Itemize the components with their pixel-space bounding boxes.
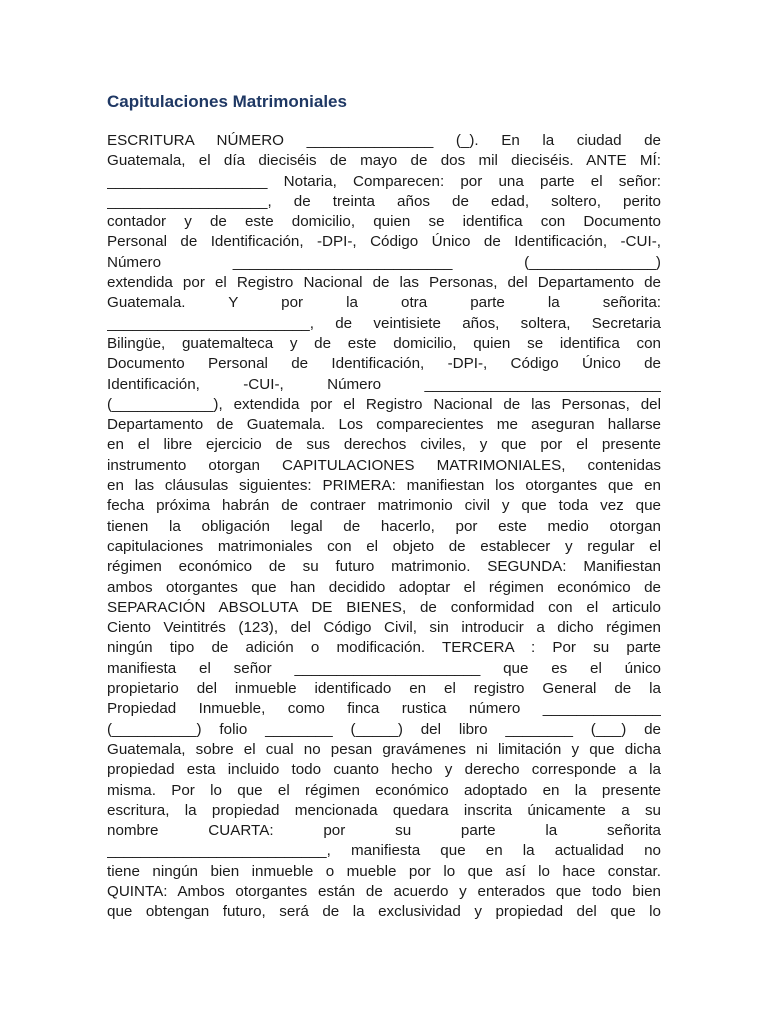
body-text-line: régimen económico de su futuro matrimonio. SEGUNDA: Manifiestan: [107, 558, 661, 576]
body-text-line: ningún tipo de adición o modificación. TERCERA : Por su parte: [107, 639, 661, 657]
body-text-line: Guatemala, sobre el cual no pesan gravámenes ni limitación y que dicha: [107, 740, 661, 758]
body-text-line: Ciento Veintitrés (123), del Código Civil, sin introducir a dicho régimen: [107, 619, 661, 637]
body-text-line: que obtengan futuro, será de la exclusividad y propiedad del que lo: [107, 903, 661, 921]
body-text-line: misma. Por lo que el régimen económico adoptado en la presente: [107, 781, 661, 799]
body-text-line: Personal de Identificación, -DPI-, Código Único de Identificación, -CUI-,: [107, 233, 661, 251]
body-text-line: instrumento otorgan CAPITULACIONES MATRIMONIALES, contenidas: [107, 456, 661, 474]
body-text-line: propietario del inmueble identificado en el registro General de la: [107, 680, 661, 698]
body-text-line: Guatemala. Y por la otra parte la señorita:: [107, 294, 661, 312]
document-body: [107, 131, 661, 923]
body-text-line: (__________) folio ________ (_____) del libro ________ (___) de: [107, 720, 661, 738]
body-text-line: ambos otorgantes que han decidido adoptar el régimen económico de: [107, 578, 661, 596]
body-text-line: ________________________, de veintisiete años, soltera, Secretaria: [107, 314, 661, 332]
body-text-line: Propiedad Inmueble, como finca rustica número ______________: [107, 700, 661, 718]
body-text-line: Número __________________________ (_______________): [107, 253, 661, 271]
body-text-line: ___________________ Notaria, Comparecen: por una parte el señor:: [107, 172, 661, 190]
body-text-line: Guatemala, el día dieciséis de mayo de dos mil dieciséis. ANTE MÍ:: [107, 152, 661, 170]
body-text-line: tienen la obligación legal de hacerlo, por este medio otorgan: [107, 517, 661, 535]
body-text-line: en las cláusulas siguientes: PRIMERA: manifiestan los otorgantes que en: [107, 477, 661, 495]
body-text-line: Bilingüe, guatemalteca y de este domicilio, quien se identifica con: [107, 334, 661, 352]
body-text-line: tiene ningún bien inmueble o mueble por lo que así lo hace constar.: [107, 862, 661, 880]
body-text-line: manifiesta el señor ______________________ que es el único: [107, 659, 661, 677]
body-text-line: extendida por el Registro Nacional de las Personas, del Departamento de: [107, 274, 661, 292]
body-text-line: Departamento de Guatemala. Los comparecientes me aseguran hallarse: [107, 416, 661, 434]
body-text-line: ___________________, de treinta años de edad, soltero, perito: [107, 192, 661, 210]
body-text-line: contador y de este domicilio, quien se identifica con Documento: [107, 213, 661, 231]
body-text-line: SEPARACIÓN ABSOLUTA DE BIENES, de conformidad con el articulo: [107, 598, 661, 616]
body-text-line: Identificación, -CUI-, Número ____________________________: [107, 375, 661, 393]
body-text-line: propiedad esta incluido todo cuanto hecho y derecho corresponde a la: [107, 761, 661, 779]
body-text-line: escritura, la propiedad mencionada quedara inscrita únicamente a su: [107, 801, 661, 819]
body-text-line: ESCRITURA NÚMERO _______________ (_). En la ciudad de: [107, 132, 661, 149]
body-text-line: nombre CUARTA: por su parte la señorita: [107, 822, 661, 840]
body-text-line: en el libre ejercicio de sus derechos civiles, y que por el presente: [107, 436, 661, 454]
body-text-line: QUINTA: Ambos otorgantes están de acuerdo y enterados que todo bien: [107, 882, 661, 900]
body-text-line: fecha próxima habrán de contraer matrimonio civil y que toda vez que: [107, 497, 661, 515]
body-text-line: capitulaciones matrimoniales con el objeto de establecer y regular el: [107, 537, 661, 555]
document-title: Capitulaciones Matrimoniales: [107, 92, 347, 111]
body-text-line: (____________), extendida por el Registro Nacional de las Personas, del: [107, 395, 661, 413]
body-text-line: Documento Personal de Identificación, -DPI-, Código Único de: [107, 355, 661, 373]
body-text-line: __________________________, manifiesta que en la actualidad no: [107, 842, 661, 860]
